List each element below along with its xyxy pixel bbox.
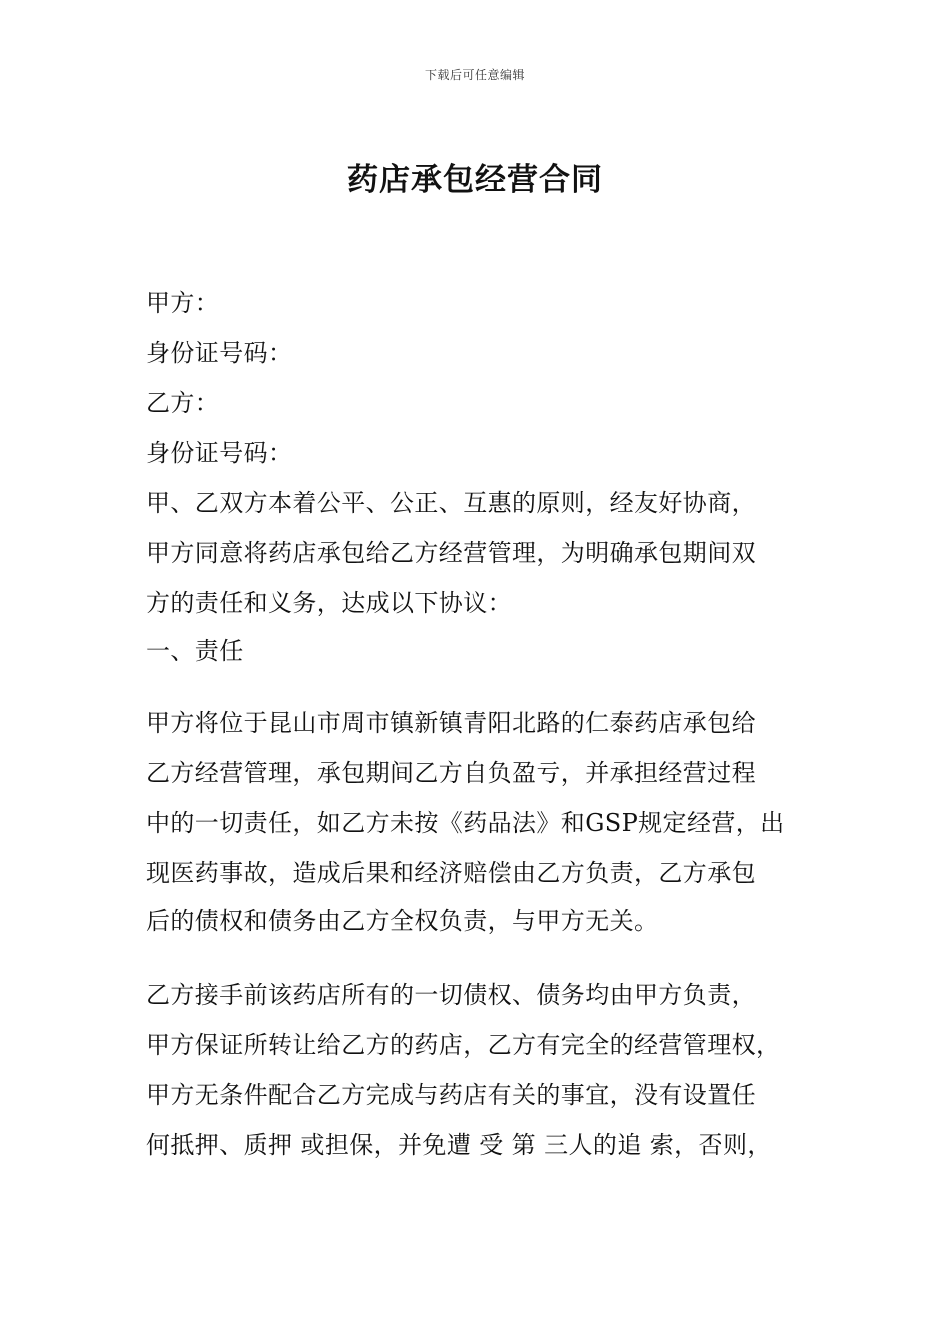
paragraph-line: 甲方将位于昆山市周市镇新镇青阳北路的仁泰药店承包给 (146, 709, 756, 737)
party-b-label: 乙方： (146, 389, 220, 417)
preamble-line: 甲、乙双方本着公平、公正、互惠的原则，经友好协商， (146, 489, 756, 517)
paragraph-line: 乙方接手前该药店所有的一切债权、债务均由甲方负责， (146, 981, 756, 1009)
section-heading: 一、责任 (146, 637, 244, 665)
paragraph-line: 乙方经营管理，承包期间乙方自负盈亏，并承担经营过程 (146, 759, 756, 787)
party-a-label: 甲方： (146, 289, 220, 317)
paragraph-line: 中的一切责任，如乙方未按《药品法》和GSP规定经营，出 (146, 809, 785, 837)
header-note: 下载后可任意编辑 (424, 68, 525, 82)
document-title: 药店承包经营合同 (347, 162, 603, 198)
paragraph-line: 何抵押、质押 或担保，并免遭 受 第 三人的追 索，否则， (146, 1131, 772, 1159)
preamble-line: 方的责任和义务，达成以下协议： (146, 589, 512, 617)
party-a-id-label: 身份证号码： (146, 339, 293, 367)
paragraph-line: 后的债权和债务由乙方全权负责，与甲方无关。 (146, 907, 659, 935)
party-b-id-label: 身份证号码： (146, 439, 293, 467)
paragraph-line: 甲方无条件配合乙方完成与药店有关的事宜，没有设置任 (146, 1081, 756, 1109)
paragraph-line: 甲方保证所转让给乙方的药店，乙方有完全的经营管理权， (146, 1031, 781, 1059)
preamble-line: 甲方同意将药店承包给乙方经营管理，为明确承包期间双 (146, 539, 756, 567)
paragraph-line: 现医药事故，造成后果和经济赔偿由乙方负责，乙方承包 (146, 859, 756, 887)
